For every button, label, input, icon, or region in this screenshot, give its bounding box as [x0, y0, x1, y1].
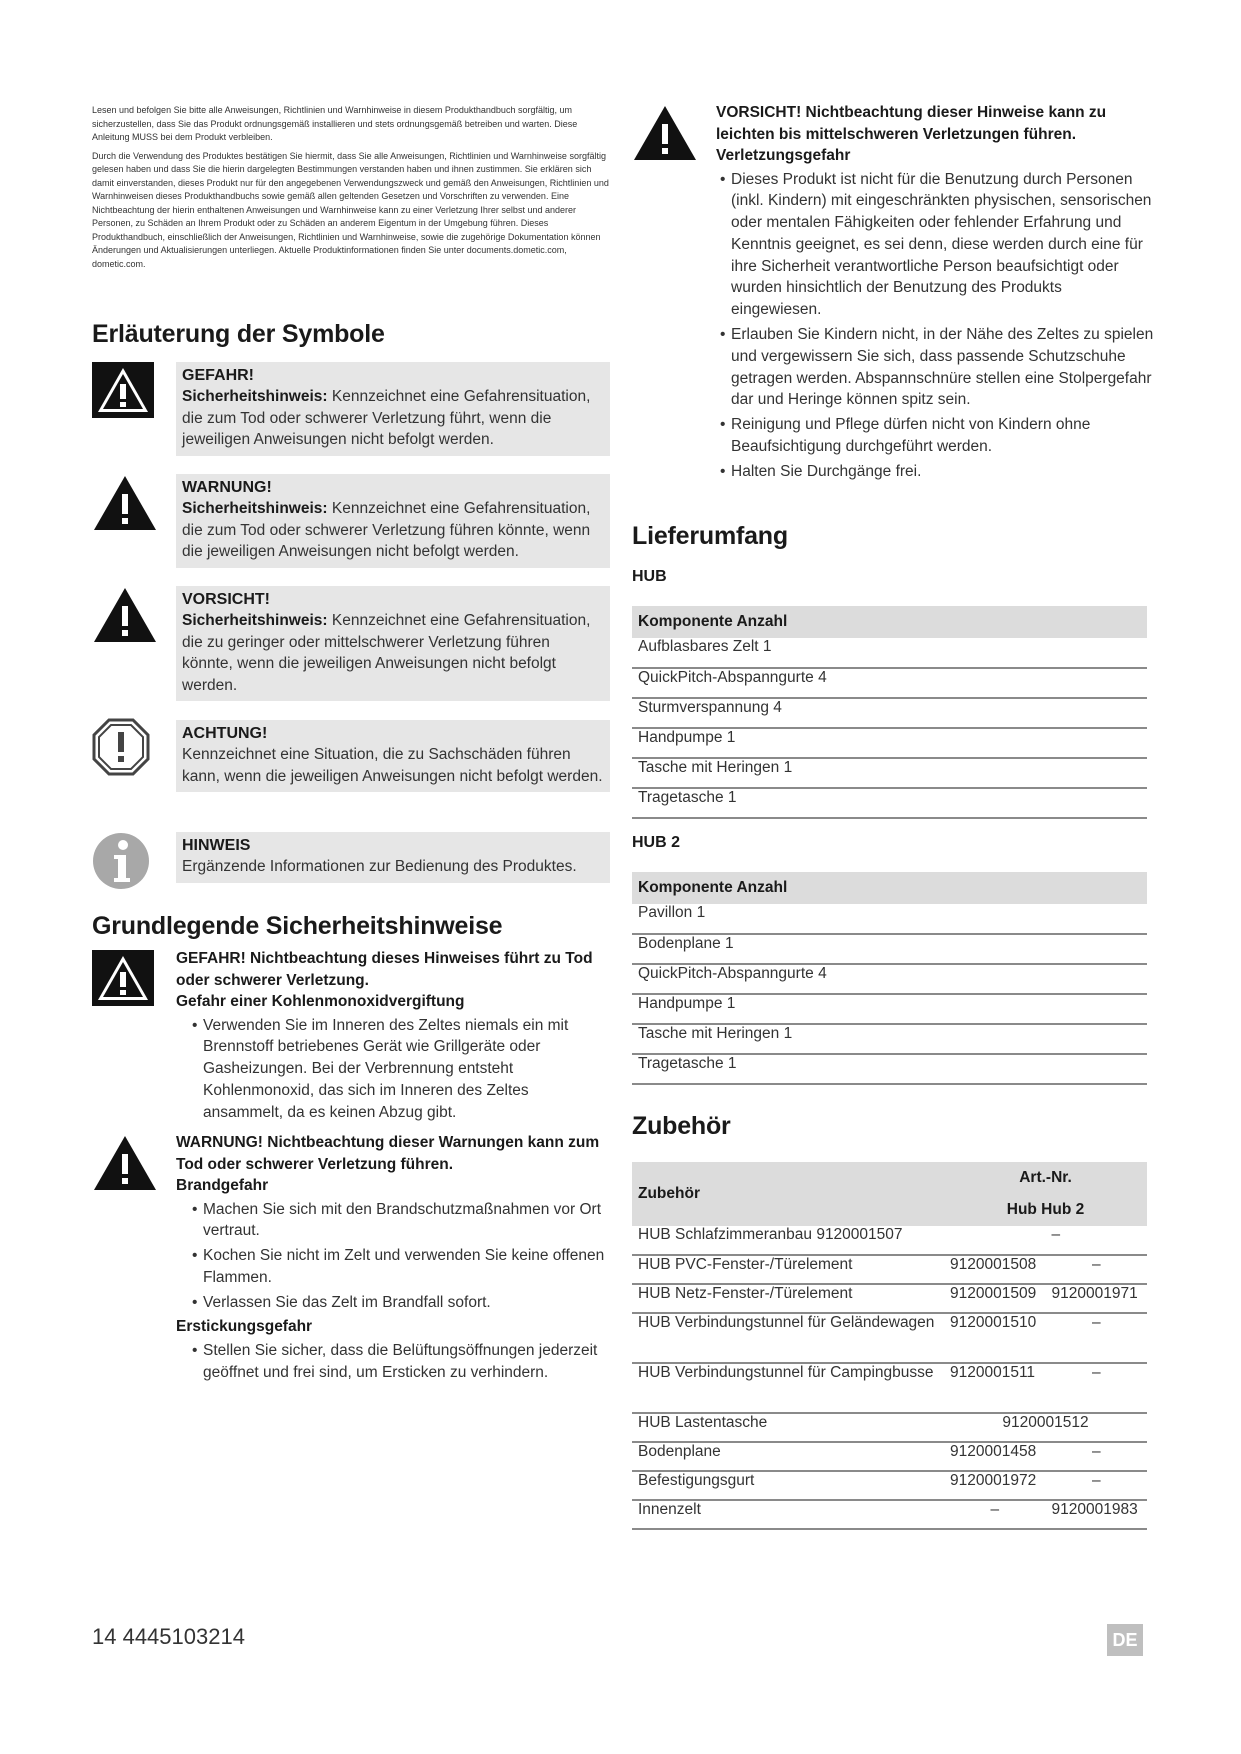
warning-triangle-icon — [92, 1134, 158, 1192]
accessories-table — [632, 1162, 1147, 1530]
table-row-hub — [944, 1226, 1046, 1255]
accessories-heading: Zubehör — [632, 1112, 731, 1140]
symbol-label: Sicherheitshinweis: — [182, 500, 328, 517]
intro-paragraph-1: Lesen und befolgen Sie bitte alle Anweisungen, Richtlinien und Warnhinweise in diesem Produkthandbuch sorgfältig, um sicherzustellen, dass Sie das Produkt ordnungsgemäß installieren und stets ordnungsgemäß betreiben und warten. Diese Anleitung MUSS bei dem Produkt verbleiben. — [92, 105, 578, 142]
list-item: • Verwenden Sie im Inneren des Zeltes niemals ein mit Brennstoff betriebenes Gerät wie Grillgeräte oder Gasheizungen. Bei der Verbrennung entsteht Kohlenmonoxid, das sich im Inneren des Zeltes ansammelt, da es keinen Abzug gibt. — [176, 1015, 612, 1124]
table-row-hub2: – — [1046, 1363, 1148, 1413]
language-badge: DE — [1107, 1624, 1143, 1656]
attention-octagon-icon — [92, 718, 150, 776]
symbol-title: GEFAHR! — [182, 367, 254, 384]
warning-triangle-icon — [92, 474, 158, 532]
symbol-description: Ergänzende Informationen zur Bedienung des Produktes. — [182, 858, 577, 875]
table-row-hub: 9120001509 — [944, 1284, 1046, 1313]
table-row-hub2: – — [1046, 1313, 1148, 1363]
table-row-name: HUB Verbindungstunnel für Campingbusse — [632, 1363, 944, 1413]
warning-list-fire — [176, 1199, 612, 1314]
symbol-title: VORSICHT! — [182, 591, 270, 608]
table-row: Handpumpe 1 — [632, 994, 1147, 1024]
table-row-hub2: – — [1046, 1226, 1148, 1255]
table-header-variants: Hub Hub 2 — [944, 1194, 1147, 1226]
symbol-text: Kennzeichnet eine Gefahrensituation, die zu geringer oder mittelschwerer Verletzung führen könnte, wenn die jeweiligen Anweisungen nicht befolgt werden. — [182, 612, 591, 694]
symbol-box-gefahr — [176, 362, 610, 456]
hub2-scope-table — [632, 872, 1147, 1085]
list-item: • Halten Sie Durchgänge frei. — [704, 461, 1156, 483]
caution-triangle-icon — [632, 104, 698, 162]
table-row-hub2: – — [1046, 1255, 1148, 1284]
table-row-hub: 9120001458 — [944, 1442, 1046, 1471]
table-row: Pavillon 1 — [632, 904, 1147, 934]
table-row: Tragetasche 1 — [632, 1054, 1147, 1084]
caution-list — [704, 169, 1156, 483]
table-row: Tasche mit Heringen 1 — [632, 1024, 1147, 1054]
caution-title: VORSICHT! Nichtbeachtung dieser Hinweise kann zu leichten bis mittelschweren Verletzungen führen. — [716, 104, 1107, 143]
caution-subtitle: Verletzungsgefahr — [716, 147, 851, 164]
warning-title: WARNUNG! Nichtbeachtung dieser Warnungen kann zum Tod oder schwerer Verletzung führen. — [176, 1134, 600, 1173]
symbol-box-achtung — [176, 720, 610, 792]
table-header-artnr: Art.-Nr. — [944, 1162, 1147, 1194]
list-item: • Machen Sie sich mit den Brandschutzmaßnahmen vor Ort vertraut. — [176, 1199, 612, 1243]
symbol-label: Sicherheitshinweis: — [182, 612, 328, 629]
table-row-hub: 9120001511 — [944, 1363, 1046, 1413]
danger-subtitle: Gefahr einer Kohlenmonoxidvergiftung — [176, 993, 465, 1010]
danger-warning-icon — [92, 950, 154, 1006]
symbol-description — [182, 386, 604, 451]
list-item: • Verlassen Sie das Zelt im Brandfall sofort. — [176, 1292, 612, 1314]
table-row: Sturmverspannung 4 — [632, 698, 1147, 728]
warning-block — [176, 1132, 612, 1387]
table-row-hub2: – — [1046, 1471, 1148, 1500]
table-row-name: HUB Netz-Fenster-/Türelement — [632, 1284, 944, 1313]
list-item: • Stellen Sie sicher, dass die Belüftungsöffnungen jederzeit geöffnet und frei sind, um Ersticken zu verhindern. — [176, 1340, 612, 1384]
scope-heading: Lieferumfang — [632, 522, 788, 550]
table-row-hub2: 9120001971 — [1046, 1284, 1148, 1313]
hub-scope-table — [632, 606, 1147, 819]
intro-paragraph-2: Durch die Verwendung des Produktes bestätigen Sie hiermit, dass Sie alle Anweisungen, Richtlinien und Warnhinweise sorgfältig gelesen haben und dass Sie die hierin dargelegten Bestimmungen verstanden haben und ihnen zustimmen. Sie erklären sich damit einverstanden, dieses Produkt nur für den angegebenen Verwendungszweck und gemäß den Anweisungen, Richtlinien und Warnhinweisen dieses Produkthandbuchs sowie gemäß allen geltenden Gesetzen und Vorschriften zu verwenden. Eine Nichtbeachtung der hierin enthaltenen Anweisungen und Warnhinweise kann zu einer Verletzung Ihrer selbst und anderer Personen, zu Schäden an Ihrem Produkt oder zu Schäden an anderem Eigentum in der Umgebung führen. Dieses Produkthandbuch, einschließlich der Anweisungen, Richtlinien und Warnhinweise, sowie die zugehörige Dokumentation können Änderungen und Aktualisierungen unterliegen. Aktuelle Produktinformationen finden Sie unter documents.dometic.com, dometic.com. — [92, 150, 609, 269]
list-item: • Reinigung und Pflege dürfen nicht von Kindern ohne Beaufsichtigung durchgeführt werden. — [704, 414, 1156, 458]
warning-list-suffocation — [176, 1340, 612, 1384]
table-row-hub: 9120001972 — [944, 1471, 1046, 1500]
table-row-hub2: – — [1046, 1442, 1148, 1471]
danger-warning-icon — [92, 362, 154, 418]
warning-subtitle-fire: Brandgefahr — [176, 1177, 269, 1194]
danger-title: GEFAHR! Nichtbeachtung dieses Hinweises führt zu Tod oder schwerer Verletzung. — [176, 950, 593, 989]
table-row-hub: – — [944, 1500, 1046, 1529]
symbol-description: Kennzeichnet eine Situation, die zu Sachschäden führen kann, wenn die jeweiligen Anweisungen nicht befolgt werden. — [182, 746, 603, 785]
symbol-label: Sicherheitshinweis: — [182, 388, 328, 405]
hub-label: HUB — [632, 568, 667, 585]
intro-text — [92, 104, 612, 271]
safety-heading: Grundlegende Sicherheitshinweise — [92, 912, 503, 940]
table-row-name: HUB PVC-Fenster-/Türelement — [632, 1255, 944, 1284]
list-item: • Dieses Produkt ist nicht für die Benutzung durch Personen (inkl. Kindern) mit eingeschränkten physischen, sensorischen oder mentalen Fähigkeiten oder fehlender Erfahrung und Kenntnis geeignet, es sei denn, diese werden durch eine für ihre Sicherheit verantwortliche Person beaufsichtigt oder wurden hinsichtlich der Benutzung des Produkts eingewiesen. — [704, 169, 1156, 322]
table-row-name: HUB Lastentasche — [632, 1413, 944, 1442]
table-row-name: HUB Schlafzimmeranbau 9120001507 — [632, 1226, 944, 1255]
caution-block — [716, 102, 1156, 486]
table-row-name: HUB Verbindungstunnel für Geländewagen — [632, 1313, 944, 1363]
table-header: Komponente Anzahl — [632, 872, 1147, 904]
symbol-title: HINWEIS — [182, 837, 251, 854]
table-row-name: Innenzelt — [632, 1500, 944, 1529]
symbol-box-warnung — [176, 474, 610, 568]
table-row-hub: 9120001508 — [944, 1255, 1046, 1284]
danger-list — [176, 1015, 612, 1124]
table-row: Handpumpe 1 — [632, 728, 1147, 758]
info-icon — [92, 832, 150, 890]
symbol-box-vorsicht — [176, 586, 610, 701]
table-row: Tasche mit Heringen 1 — [632, 758, 1147, 788]
table-header-item: Zubehör — [632, 1162, 944, 1226]
list-item: • Erlauben Sie Kindern nicht, in der Nähe des Zeltes zu spielen und vergewissern Sie sich, dass passende Schutzschuhe getragen werden. Abspannschnüre stellen eine Stolpergefahr dar und Heringe können spitz sein. — [704, 324, 1156, 411]
symbol-title: WARNUNG! — [182, 479, 272, 496]
left-column — [92, 104, 612, 276]
hub2-label: HUB 2 — [632, 834, 681, 851]
symbols-heading: Erläuterung der Symbole — [92, 320, 385, 348]
table-row: QuickPitch-Abspanngurte 4 — [632, 964, 1147, 994]
symbol-description — [182, 610, 604, 696]
table-row: Bodenplane 1 — [632, 934, 1147, 964]
table-row-name: Befestigungsgurt — [632, 1471, 944, 1500]
symbol-title: ACHTUNG! — [182, 725, 268, 742]
table-row-name: Bodenplane — [632, 1442, 944, 1471]
symbol-text: Kennzeichnet eine Gefahrensituation, die zum Tod oder schwerer Verletzung führt, wenn die jeweiligen Anweisungen nicht befolgt werden. — [182, 388, 591, 448]
symbol-description — [182, 498, 604, 563]
table-row-hub: 9120001510 — [944, 1313, 1046, 1363]
warning-subtitle-suffocation: Erstickungsgefahr — [176, 1318, 313, 1336]
symbol-box-hinweis — [176, 832, 610, 883]
table-row-hub2: 9120001983 — [1046, 1500, 1148, 1529]
list-item: • Kochen Sie nicht im Zelt und verwenden Sie keine offenen Flammen. — [176, 1245, 612, 1289]
table-row: QuickPitch-Abspanngurte 4 — [632, 668, 1147, 698]
page-number: 14 4445103214 — [92, 1624, 245, 1649]
table-row-hub: 9120001512 — [944, 1413, 1147, 1442]
caution-triangle-icon — [92, 586, 158, 644]
danger-block — [176, 948, 612, 1126]
symbol-text: Kennzeichnet eine Gefahrensituation, die zum Tod oder schwerer Verletzung führen könnte, wenn die jeweiligen Anweisungen nicht befolgt werden. — [182, 500, 591, 560]
table-row: Aufblasbares Zelt 1 — [632, 638, 1147, 668]
table-header: Komponente Anzahl — [632, 606, 1147, 638]
table-row: Tragetasche 1 — [632, 788, 1147, 818]
